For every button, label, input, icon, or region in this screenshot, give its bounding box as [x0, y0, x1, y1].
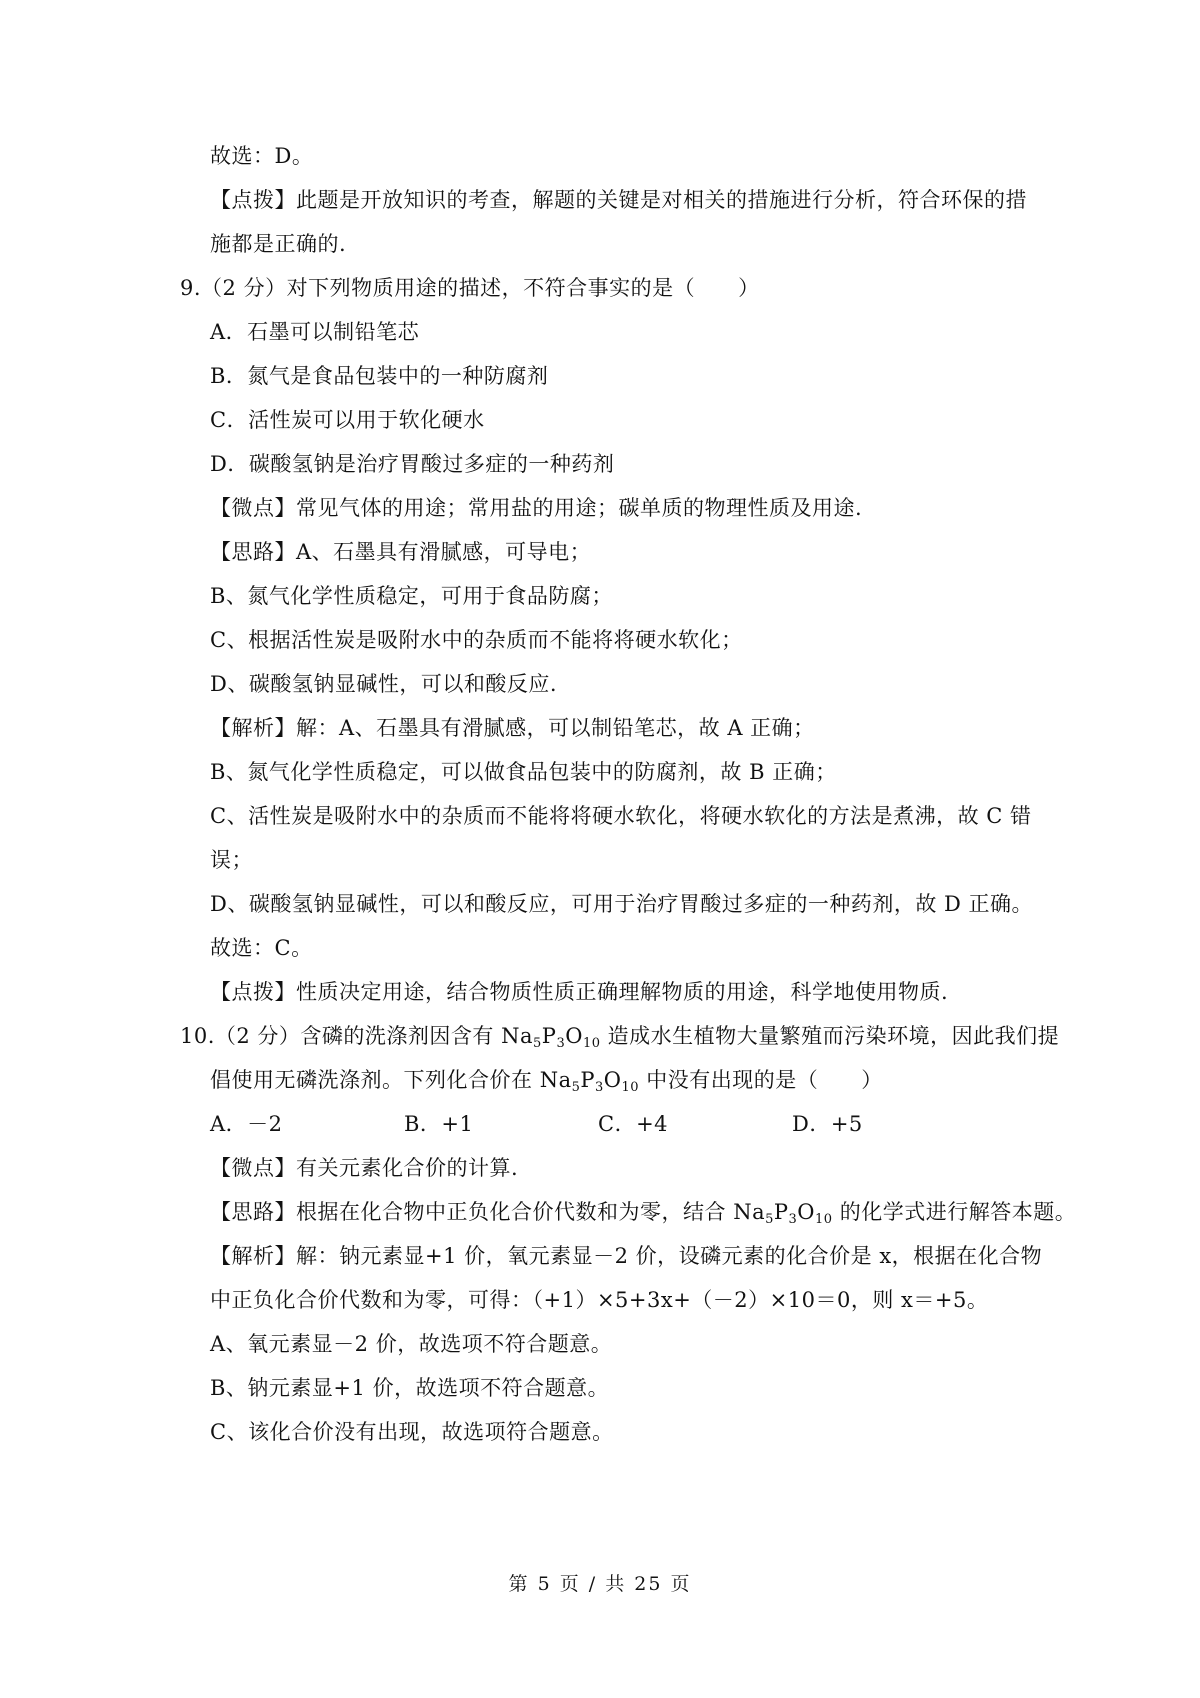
- question-9-solution: 误；: [210, 848, 253, 872]
- answer-line: 故选：D。: [210, 144, 314, 168]
- question-9-tip: 【点拨】性质决定用途，结合物质性质正确理解物质的用途，科学地使用物质.: [210, 980, 949, 1004]
- question-9-idea: 【思路】A、石墨具有滑腻感，可导电；: [210, 540, 592, 564]
- question-9-solution: C、活性炭是吸附水中的杂质而不能将将硬水软化，将硬水软化的方法是煮沸，故 C 错: [210, 804, 1032, 828]
- question-10-idea: [210, 1198, 1076, 1226]
- question-10-solution: 【解析】解：钠元素显+1 价，氧元素显－2 价，设磷元素的化合价是 x，根据在化合物: [210, 1244, 1043, 1268]
- question-9-idea: D、碳酸氢钠显碱性，可以和酸反应.: [210, 672, 558, 696]
- idea-text: 的化学式进行解答本题。: [832, 1200, 1077, 1224]
- question-10-knowledge-point: 【微点】有关元素化合价的计算.: [210, 1156, 519, 1180]
- question-10-solution: B、钠元素显+1 价，故选项不符合题意。: [210, 1376, 610, 1400]
- stem-text: 倡使用无磷洗涤剂。下列化合价在: [210, 1068, 540, 1092]
- chemical-formula: $Na_5P_3O_{10}$: [501, 1024, 601, 1051]
- question-9-solution: B、氮气化学性质稳定，可以做食品包装中的防腐剂，故 B 正确；: [210, 760, 837, 784]
- page-footer: 第 5 页 / 共 25 页: [508, 1573, 692, 1595]
- stem-text: 10.（2 分）含磷的洗涤剂因含有: [180, 1024, 502, 1048]
- question-9-idea: B、氮气化学性质稳定，可用于食品防腐；: [210, 584, 613, 608]
- question-9-option-d: D．碳酸氢钠是治疗胃酸过多症的一种药剂: [210, 452, 615, 476]
- question-10-option-d: D．+5: [792, 1112, 863, 1136]
- question-9-option-c: C．活性炭可以用于软化硬水: [210, 408, 485, 432]
- question-10-stem-cont: [210, 1066, 883, 1094]
- tip-line: 【点拨】此题是开放知识的考查，解题的关键是对相关的措施进行分析，符合环保的措: [210, 188, 1027, 212]
- question-9-knowledge-point: 【微点】常见气体的用途；常用盐的用途；碳单质的物理性质及用途.: [210, 496, 863, 520]
- stem-text: 造成水生植物大量繁殖而污染环境，因此我们提: [600, 1024, 1060, 1048]
- chemical-formula: $Na_5P_3O_{10}$: [539, 1068, 640, 1095]
- chemical-formula: $Na_5P_3O_{10}$: [733, 1200, 833, 1227]
- question-9-answer: 故选：C。: [210, 936, 313, 960]
- question-10-option-a: A．－2: [210, 1112, 283, 1136]
- stem-text: 中没有出现的是（ ）: [639, 1068, 883, 1092]
- question-9-option-a: A．石墨可以制铅笔芯: [210, 320, 420, 344]
- question-9-stem: 9.（2 分）对下列物质用途的描述，不符合事实的是（ ）: [180, 276, 760, 300]
- tip-line-cont: 施都是正确的.: [210, 232, 347, 256]
- question-9-solution: 【解析】解：A、石墨具有滑腻感，可以制铅笔芯，故 A 正确；: [210, 716, 815, 740]
- question-9-idea: C、根据活性炭是吸附水中的杂质而不能将将硬水软化；: [210, 628, 743, 652]
- question-9-option-b: B．氮气是食品包装中的一种防腐剂: [210, 364, 549, 388]
- question-10-option-b: B．+1: [404, 1112, 474, 1136]
- question-9-solution: D、碳酸氢钠显碱性，可以和酸反应，可用于治疗胃酸过多症的一种药剂，故 D 正确。: [210, 892, 1034, 916]
- question-10-options: [210, 1110, 1010, 1138]
- question-10-option-c: C．+4: [598, 1112, 669, 1136]
- question-10-stem: [180, 1022, 1059, 1050]
- question-10-solution: A、氧元素显－2 价，故选项不符合题意。: [210, 1332, 613, 1356]
- question-10-solution: 中正负化合价代数和为零，可得：（+1）×5+3x+（－2）×10＝0，则 x＝+5。: [210, 1288, 989, 1312]
- question-10-solution: C、该化合价没有出现，故选项符合题意。: [210, 1420, 614, 1444]
- idea-text: 【思路】根据在化合物中正负化合价代数和为零，结合: [210, 1200, 734, 1224]
